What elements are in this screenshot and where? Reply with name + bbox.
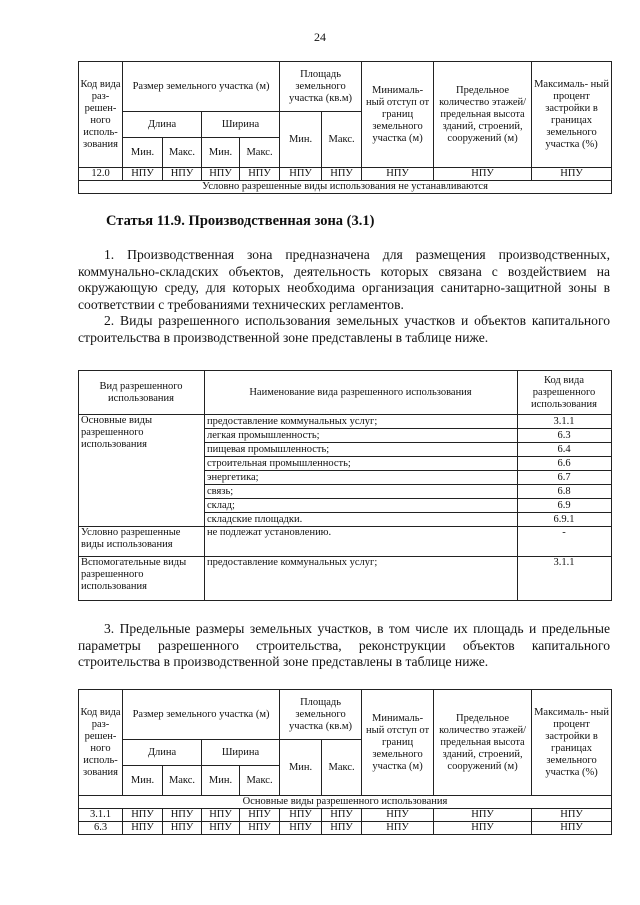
length-min-header: Мин. [123, 138, 163, 168]
size-header: Размер земельного участка (м) [123, 62, 280, 112]
aux-uses-label: Вспомогательные виды разрешенного использования [79, 557, 205, 601]
paragraph-1: 1. Производственная зона предназначена для размещения производственных, коммунально-складских объектов, деятельность которых связана с воздействием на окружающую среду, для которых необходима организация санитарно-защитной зоны в соответствии с требованиями технических регламентов. [78, 247, 610, 312]
table-row: Условно разрешенные виды использования не подлежат установлению. - [79, 527, 612, 557]
conditional-uses-label: Условно разрешенные виды использования [79, 527, 205, 557]
section-row: Основные виды разрешенного использования [79, 796, 612, 809]
table-row: 3.1.1 НПУ НПУ НПУ НПУ НПУ НПУ НПУ НПУ НПУ [79, 809, 612, 822]
conditional-note: Условно разрешенные виды использования не устанавливаются [79, 181, 612, 194]
main-uses-label: Основные виды разрешенного использования [79, 415, 205, 527]
width-max-header: Макс. [240, 766, 280, 796]
code-header: Код вида раз- решен- ного исполь- зования [79, 62, 123, 168]
table-row: связь; 6.8 [79, 485, 612, 499]
table-row: складские площадки. 6.9.1 [79, 513, 612, 527]
length-max-header: Макс. [163, 766, 202, 796]
permitted-uses-table [78, 370, 612, 601]
area-max-header: Макс. [322, 112, 362, 168]
length-header: Длина [123, 740, 202, 766]
area-header: Площадь земельного участка (кв.м) [280, 690, 362, 740]
length-header: Длина [123, 112, 202, 138]
width-header: Ширина [202, 112, 280, 138]
name-header: Наименование вида разрешенного использования [205, 371, 518, 415]
code-header: Код вида раз- решен- ного исполь- зования [79, 690, 123, 796]
area-header: Площадь земельного участка (кв.м) [280, 62, 362, 112]
table-row: пищевая промышленность; 6.4 [79, 443, 612, 457]
code-header: Код вида разрешенного использования [518, 371, 612, 415]
size-header: Размер земельного участка (м) [123, 690, 280, 740]
limits-table-bottom [78, 689, 612, 835]
area-max-header: Макс. [322, 740, 362, 796]
type-header: Вид разрешенного использования [79, 371, 205, 415]
table-row: легкая промышленность; 6.3 [79, 429, 612, 443]
paragraph-2: 2. Виды разрешенного использования земельных участков и объектов капитального строительства в производственной зоне представлены в таблице ниже. [78, 313, 610, 345]
table-row: строительная промышленность; 6.6 [79, 457, 612, 471]
table-row: 12.0 НПУ НПУ НПУ НПУ НПУ НПУ НПУ НПУ НПУ [79, 168, 612, 181]
width-header: Ширина [202, 740, 280, 766]
floors-header: Предельное количество этажей/ предельная высота зданий, строений, сооружений (м) [434, 62, 532, 168]
table-row: 6.3 НПУ НПУ НПУ НПУ НПУ НПУ НПУ НПУ НПУ [79, 822, 612, 835]
article-heading: Статья 11.9. Производственная зона (3.1) [106, 213, 375, 229]
paragraph-3: 3. Предельные размеры земельных участков, в том числе их площадь и предельные параметры разрешенного строительства, реконструкции объектов капитального строительства в производственной зоне представлены в таблице ниже. [78, 621, 610, 669]
table-row: Основные виды разрешенного использования предоставление коммунальных услуг; 3.1.1 [79, 415, 612, 429]
length-min-header: Мин. [123, 766, 163, 796]
table-row: склад; 6.9 [79, 499, 612, 513]
page-number: 24 [314, 30, 326, 44]
area-min-header: Мин. [280, 112, 322, 168]
coverage-header: Максималь- ный процент застройки в границах земельного участка (%) [532, 690, 612, 796]
width-max-header: Макс. [240, 138, 280, 168]
area-min-header: Мин. [280, 740, 322, 796]
table-row: энергетика; 6.7 [79, 471, 612, 485]
table-row: Вспомогательные виды разрешенного использования предоставление коммунальных услуг; 3.1.1 [79, 557, 612, 601]
width-min-header: Мин. [202, 138, 240, 168]
setback-header: Минималь- ный отступ от границ земельного участка (м) [362, 62, 434, 168]
floors-header: Предельное количество этажей/ предельная высота зданий, строений, сооружений (м) [434, 690, 532, 796]
width-min-header: Мин. [202, 766, 240, 796]
limits-table-top [78, 61, 612, 194]
coverage-header: Максималь- ный процент застройки в границах земельного участка (%) [532, 62, 612, 168]
setback-header: Минималь- ный отступ от границ земельного участка (м) [362, 690, 434, 796]
length-max-header: Макс. [163, 138, 202, 168]
